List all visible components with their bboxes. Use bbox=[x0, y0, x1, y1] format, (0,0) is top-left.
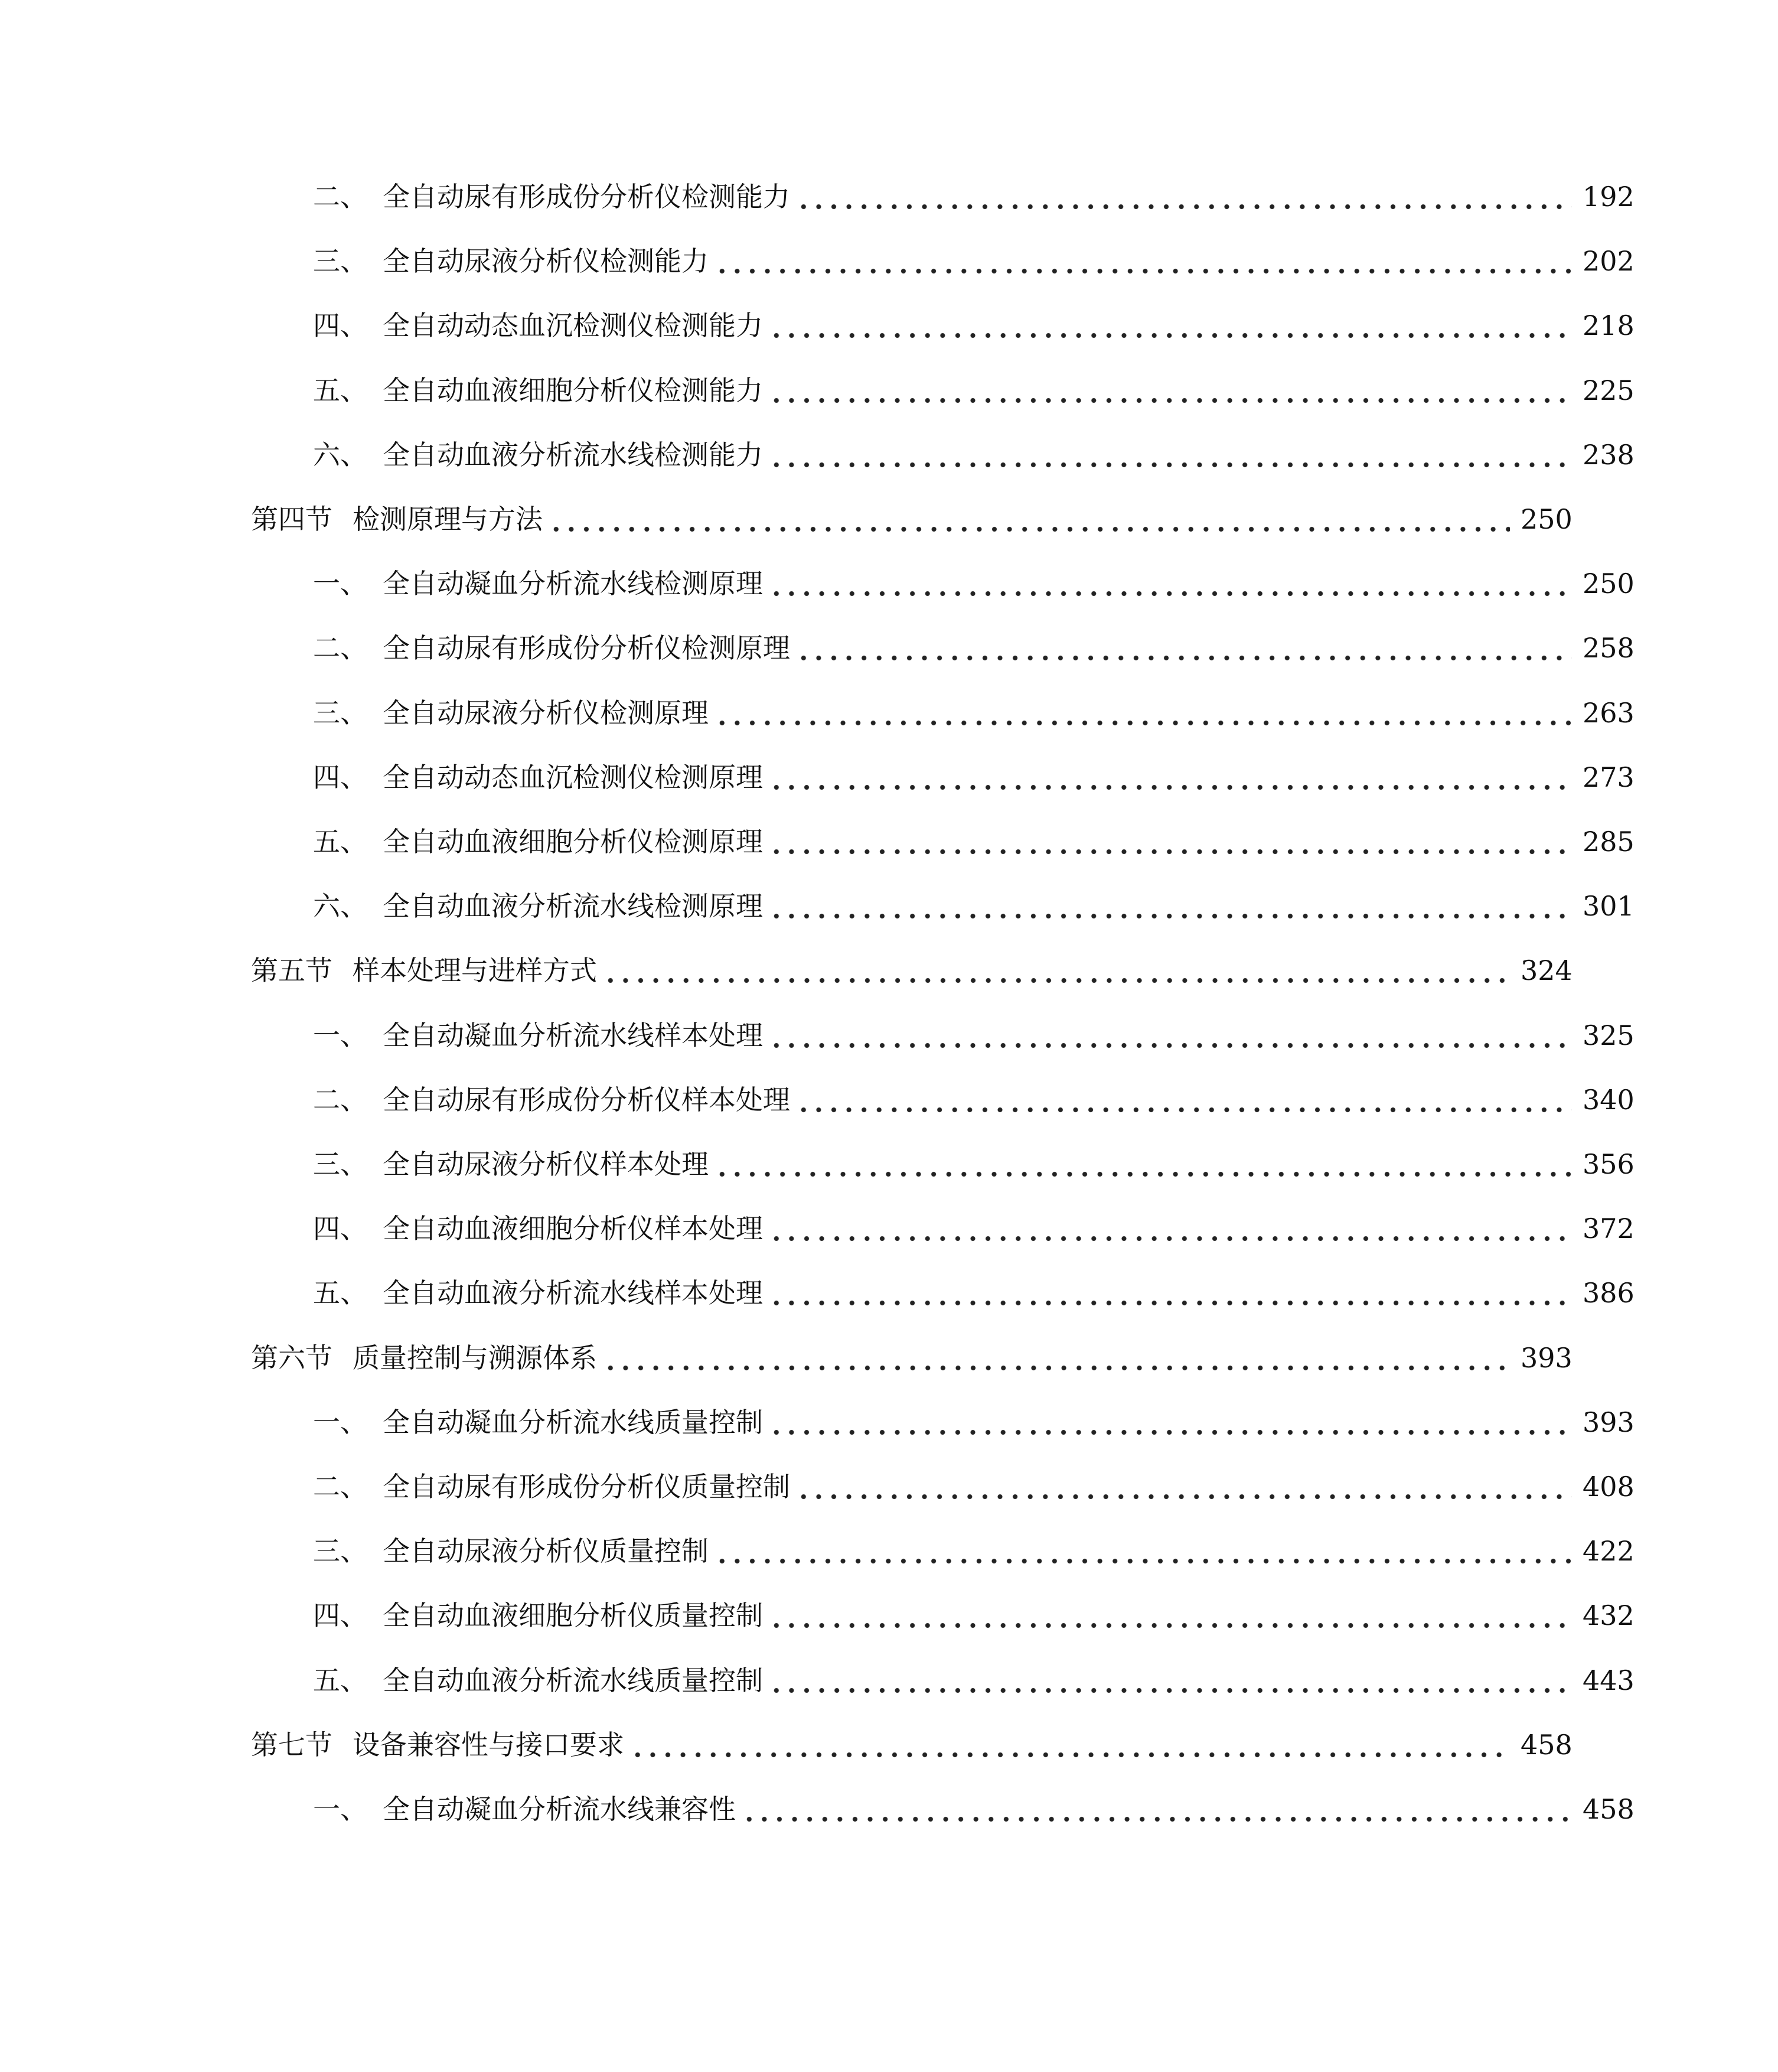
toc-dot-leader bbox=[603, 1344, 1510, 1371]
toc-subsection-entry[interactable] bbox=[0, 1519, 1778, 1584]
toc-entry-title: 全自动动态血沉检测仪检测能力 bbox=[383, 310, 763, 342]
toc-subsection-entry[interactable] bbox=[0, 1260, 1778, 1325]
toc-entry-title: 全自动血液分析流水线样本处理 bbox=[383, 1277, 763, 1309]
toc-dot-leader bbox=[769, 1409, 1572, 1436]
toc-entry-page-number: 372 bbox=[1583, 1213, 1635, 1245]
toc-entry-title: 全自动血液细胞分析仪检测能力 bbox=[383, 374, 763, 406]
toc-entry-number: 五、 bbox=[313, 826, 367, 858]
toc-dot-leader bbox=[715, 699, 1572, 726]
toc-entry-page-number: 250 bbox=[1521, 503, 1573, 535]
toc-subsection-entry[interactable] bbox=[0, 874, 1778, 939]
toc-entry-page-number: 422 bbox=[1583, 1535, 1635, 1568]
toc-entry-page-number: 408 bbox=[1583, 1471, 1635, 1503]
toc-entry-number: 五、 bbox=[313, 374, 367, 406]
toc-entry-page-number: 218 bbox=[1583, 310, 1635, 342]
toc-entry-title: 全自动尿液分析仪样本处理 bbox=[383, 1148, 709, 1180]
toc-entry-page-number: 238 bbox=[1583, 438, 1635, 471]
toc-entry-title: 全自动尿液分析仪质量控制 bbox=[383, 1535, 709, 1568]
toc-entry-page-number: 324 bbox=[1521, 954, 1573, 987]
toc-entry-title: 全自动凝血分析流水线样本处理 bbox=[383, 1019, 763, 1051]
toc-section-entry[interactable] bbox=[0, 1712, 1716, 1777]
toc-entry-page-number: 258 bbox=[1583, 632, 1635, 664]
toc-dot-leader bbox=[769, 892, 1572, 920]
toc-subsection-entry[interactable] bbox=[0, 1777, 1778, 1842]
toc-entry-number: 二、 bbox=[313, 1083, 367, 1116]
toc-entry-number: 二、 bbox=[313, 181, 367, 213]
toc-entry-number: 一、 bbox=[313, 568, 367, 600]
toc-dot-leader bbox=[715, 1537, 1572, 1565]
toc-entry-title: 样本处理与进样方式 bbox=[353, 954, 597, 987]
toc-entry-number: 第七节 bbox=[251, 1728, 332, 1761]
toc-entry-title: 全自动尿有形成份分析仪质量控制 bbox=[383, 1471, 790, 1503]
toc-entry-number: 三、 bbox=[313, 1148, 367, 1180]
toc-dot-leader bbox=[715, 247, 1572, 275]
toc-entry-number: 第四节 bbox=[251, 503, 332, 535]
toc-subsection-entry[interactable] bbox=[0, 164, 1778, 229]
toc-dot-leader bbox=[769, 1215, 1572, 1242]
toc-entry-number: 第五节 bbox=[251, 954, 332, 987]
toc-subsection-entry[interactable] bbox=[0, 1454, 1778, 1519]
toc-subsection-entry[interactable] bbox=[0, 1003, 1778, 1068]
toc-subsection-entry[interactable] bbox=[0, 422, 1778, 487]
toc-dot-leader bbox=[796, 1086, 1572, 1113]
toc-entry-page-number: 263 bbox=[1583, 696, 1635, 729]
toc-entry-title: 全自动尿有形成份分析仪样本处理 bbox=[383, 1083, 790, 1116]
toc-entry-page-number: 458 bbox=[1521, 1728, 1573, 1761]
toc-section-entry[interactable] bbox=[0, 1325, 1716, 1390]
toc-entry-page-number: 340 bbox=[1583, 1083, 1635, 1116]
toc-dot-leader bbox=[769, 828, 1572, 855]
toc-entry-page-number: 325 bbox=[1583, 1019, 1635, 1051]
toc-entry-page-number: 393 bbox=[1521, 1341, 1573, 1374]
toc-subsection-entry[interactable] bbox=[0, 809, 1778, 874]
toc-entry-number: 四、 bbox=[313, 1213, 367, 1245]
toc-section-entry[interactable] bbox=[0, 938, 1716, 1003]
toc-entry-page-number: 386 bbox=[1583, 1277, 1635, 1309]
toc-entry-number: 第六节 bbox=[251, 1341, 332, 1374]
toc-entry-number: 三、 bbox=[313, 696, 367, 729]
toc-entry-title: 全自动血液细胞分析仪样本处理 bbox=[383, 1213, 763, 1245]
toc-entry-page-number: 225 bbox=[1583, 374, 1635, 406]
toc-entry-title: 质量控制与溯源体系 bbox=[353, 1341, 597, 1374]
toc-entry-number: 四、 bbox=[313, 310, 367, 342]
toc-entry-number: 六、 bbox=[313, 438, 367, 471]
toc-dot-leader bbox=[769, 1022, 1572, 1049]
toc-dot-leader bbox=[630, 1731, 1510, 1758]
toc-subsection-entry[interactable] bbox=[0, 680, 1778, 745]
toc-dot-leader bbox=[796, 634, 1572, 662]
toc-entry-title: 全自动凝血分析流水线检测原理 bbox=[383, 568, 763, 600]
toc-entry-title: 设备兼容性与接口要求 bbox=[353, 1728, 624, 1761]
toc-subsection-entry[interactable] bbox=[0, 293, 1778, 358]
toc-entry-page-number: 301 bbox=[1583, 890, 1635, 923]
toc-entry-number: 一、 bbox=[313, 1793, 367, 1825]
toc-dot-leader bbox=[769, 1602, 1572, 1629]
toc-entry-number: 四、 bbox=[313, 761, 367, 793]
toc-subsection-entry[interactable] bbox=[0, 745, 1778, 810]
toc-entry-title: 全自动动态血沉检测仪检测原理 bbox=[383, 761, 763, 793]
toc-subsection-entry[interactable] bbox=[0, 1196, 1778, 1261]
toc-entry-number: 五、 bbox=[313, 1664, 367, 1696]
toc-dot-leader bbox=[769, 312, 1572, 339]
toc-subsection-entry[interactable] bbox=[0, 229, 1778, 294]
toc-dot-leader bbox=[769, 441, 1572, 468]
toc-entry-number: 一、 bbox=[313, 1019, 367, 1051]
toc-entry-title: 全自动凝血分析流水线质量控制 bbox=[383, 1406, 763, 1438]
toc-dot-leader bbox=[769, 377, 1572, 404]
toc-dot-leader bbox=[549, 506, 1510, 533]
toc-entry-page-number: 432 bbox=[1583, 1599, 1635, 1632]
toc-dot-leader bbox=[742, 1796, 1572, 1823]
toc-entry-title: 全自动血液细胞分析仪质量控制 bbox=[383, 1599, 763, 1632]
toc-dot-leader bbox=[796, 183, 1572, 210]
toc-dot-leader bbox=[769, 764, 1572, 791]
toc-entry-number: 四、 bbox=[313, 1599, 367, 1632]
toc-dot-leader bbox=[796, 1473, 1572, 1500]
toc-dot-leader bbox=[769, 1279, 1572, 1307]
toc-entry-title: 全自动血液分析流水线检测原理 bbox=[383, 890, 763, 923]
toc-subsection-entry[interactable] bbox=[0, 1132, 1778, 1197]
toc-entry-title: 全自动尿有形成份分析仪检测能力 bbox=[383, 181, 790, 213]
toc-subsection-entry[interactable] bbox=[0, 615, 1778, 680]
toc-section-entry[interactable] bbox=[0, 487, 1716, 552]
toc-subsection-entry[interactable] bbox=[0, 358, 1778, 423]
toc-entry-number: 三、 bbox=[313, 245, 367, 278]
toc-subsection-entry[interactable] bbox=[0, 1583, 1778, 1648]
toc-entry-page-number: 192 bbox=[1583, 181, 1635, 213]
toc-entry-page-number: 356 bbox=[1583, 1148, 1635, 1180]
toc-entry-page-number: 285 bbox=[1583, 826, 1635, 858]
toc-dot-leader bbox=[769, 1667, 1572, 1694]
toc-entry-title: 全自动尿液分析仪检测原理 bbox=[383, 696, 709, 729]
toc-subsection-entry[interactable] bbox=[0, 1648, 1778, 1713]
toc-subsection-entry[interactable] bbox=[0, 1067, 1778, 1132]
toc-entry-number: 六、 bbox=[313, 890, 367, 923]
toc-entry-page-number: 202 bbox=[1583, 245, 1635, 278]
toc-entry-title: 全自动尿有形成份分析仪检测原理 bbox=[383, 632, 790, 664]
toc-dot-leader bbox=[603, 957, 1510, 984]
toc-entry-page-number: 250 bbox=[1583, 568, 1635, 600]
toc-subsection-entry[interactable] bbox=[0, 1390, 1778, 1455]
toc-entry-title: 全自动血液分析流水线检测能力 bbox=[383, 438, 763, 471]
toc-entry-page-number: 393 bbox=[1583, 1406, 1635, 1438]
toc-entry-number: 三、 bbox=[313, 1535, 367, 1568]
toc-entry-title: 检测原理与方法 bbox=[353, 503, 543, 535]
toc-dot-leader bbox=[769, 570, 1572, 597]
toc-entry-page-number: 273 bbox=[1583, 761, 1635, 793]
toc-entry-title: 全自动尿液分析仪检测能力 bbox=[383, 245, 709, 278]
toc-entry-page-number: 443 bbox=[1583, 1664, 1635, 1696]
toc-entry-title: 全自动血液分析流水线质量控制 bbox=[383, 1664, 763, 1696]
toc-entry-number: 二、 bbox=[313, 1471, 367, 1503]
toc-entry-number: 五、 bbox=[313, 1277, 367, 1309]
toc-entry-title: 全自动血液细胞分析仪检测原理 bbox=[383, 826, 763, 858]
toc-dot-leader bbox=[715, 1151, 1572, 1178]
toc-subsection-entry[interactable] bbox=[0, 551, 1778, 616]
toc-entry-page-number: 458 bbox=[1583, 1793, 1635, 1825]
toc-entry-number: 二、 bbox=[313, 632, 367, 664]
toc-entry-number: 一、 bbox=[313, 1406, 367, 1438]
toc-entry-title: 全自动凝血分析流水线兼容性 bbox=[383, 1793, 736, 1825]
